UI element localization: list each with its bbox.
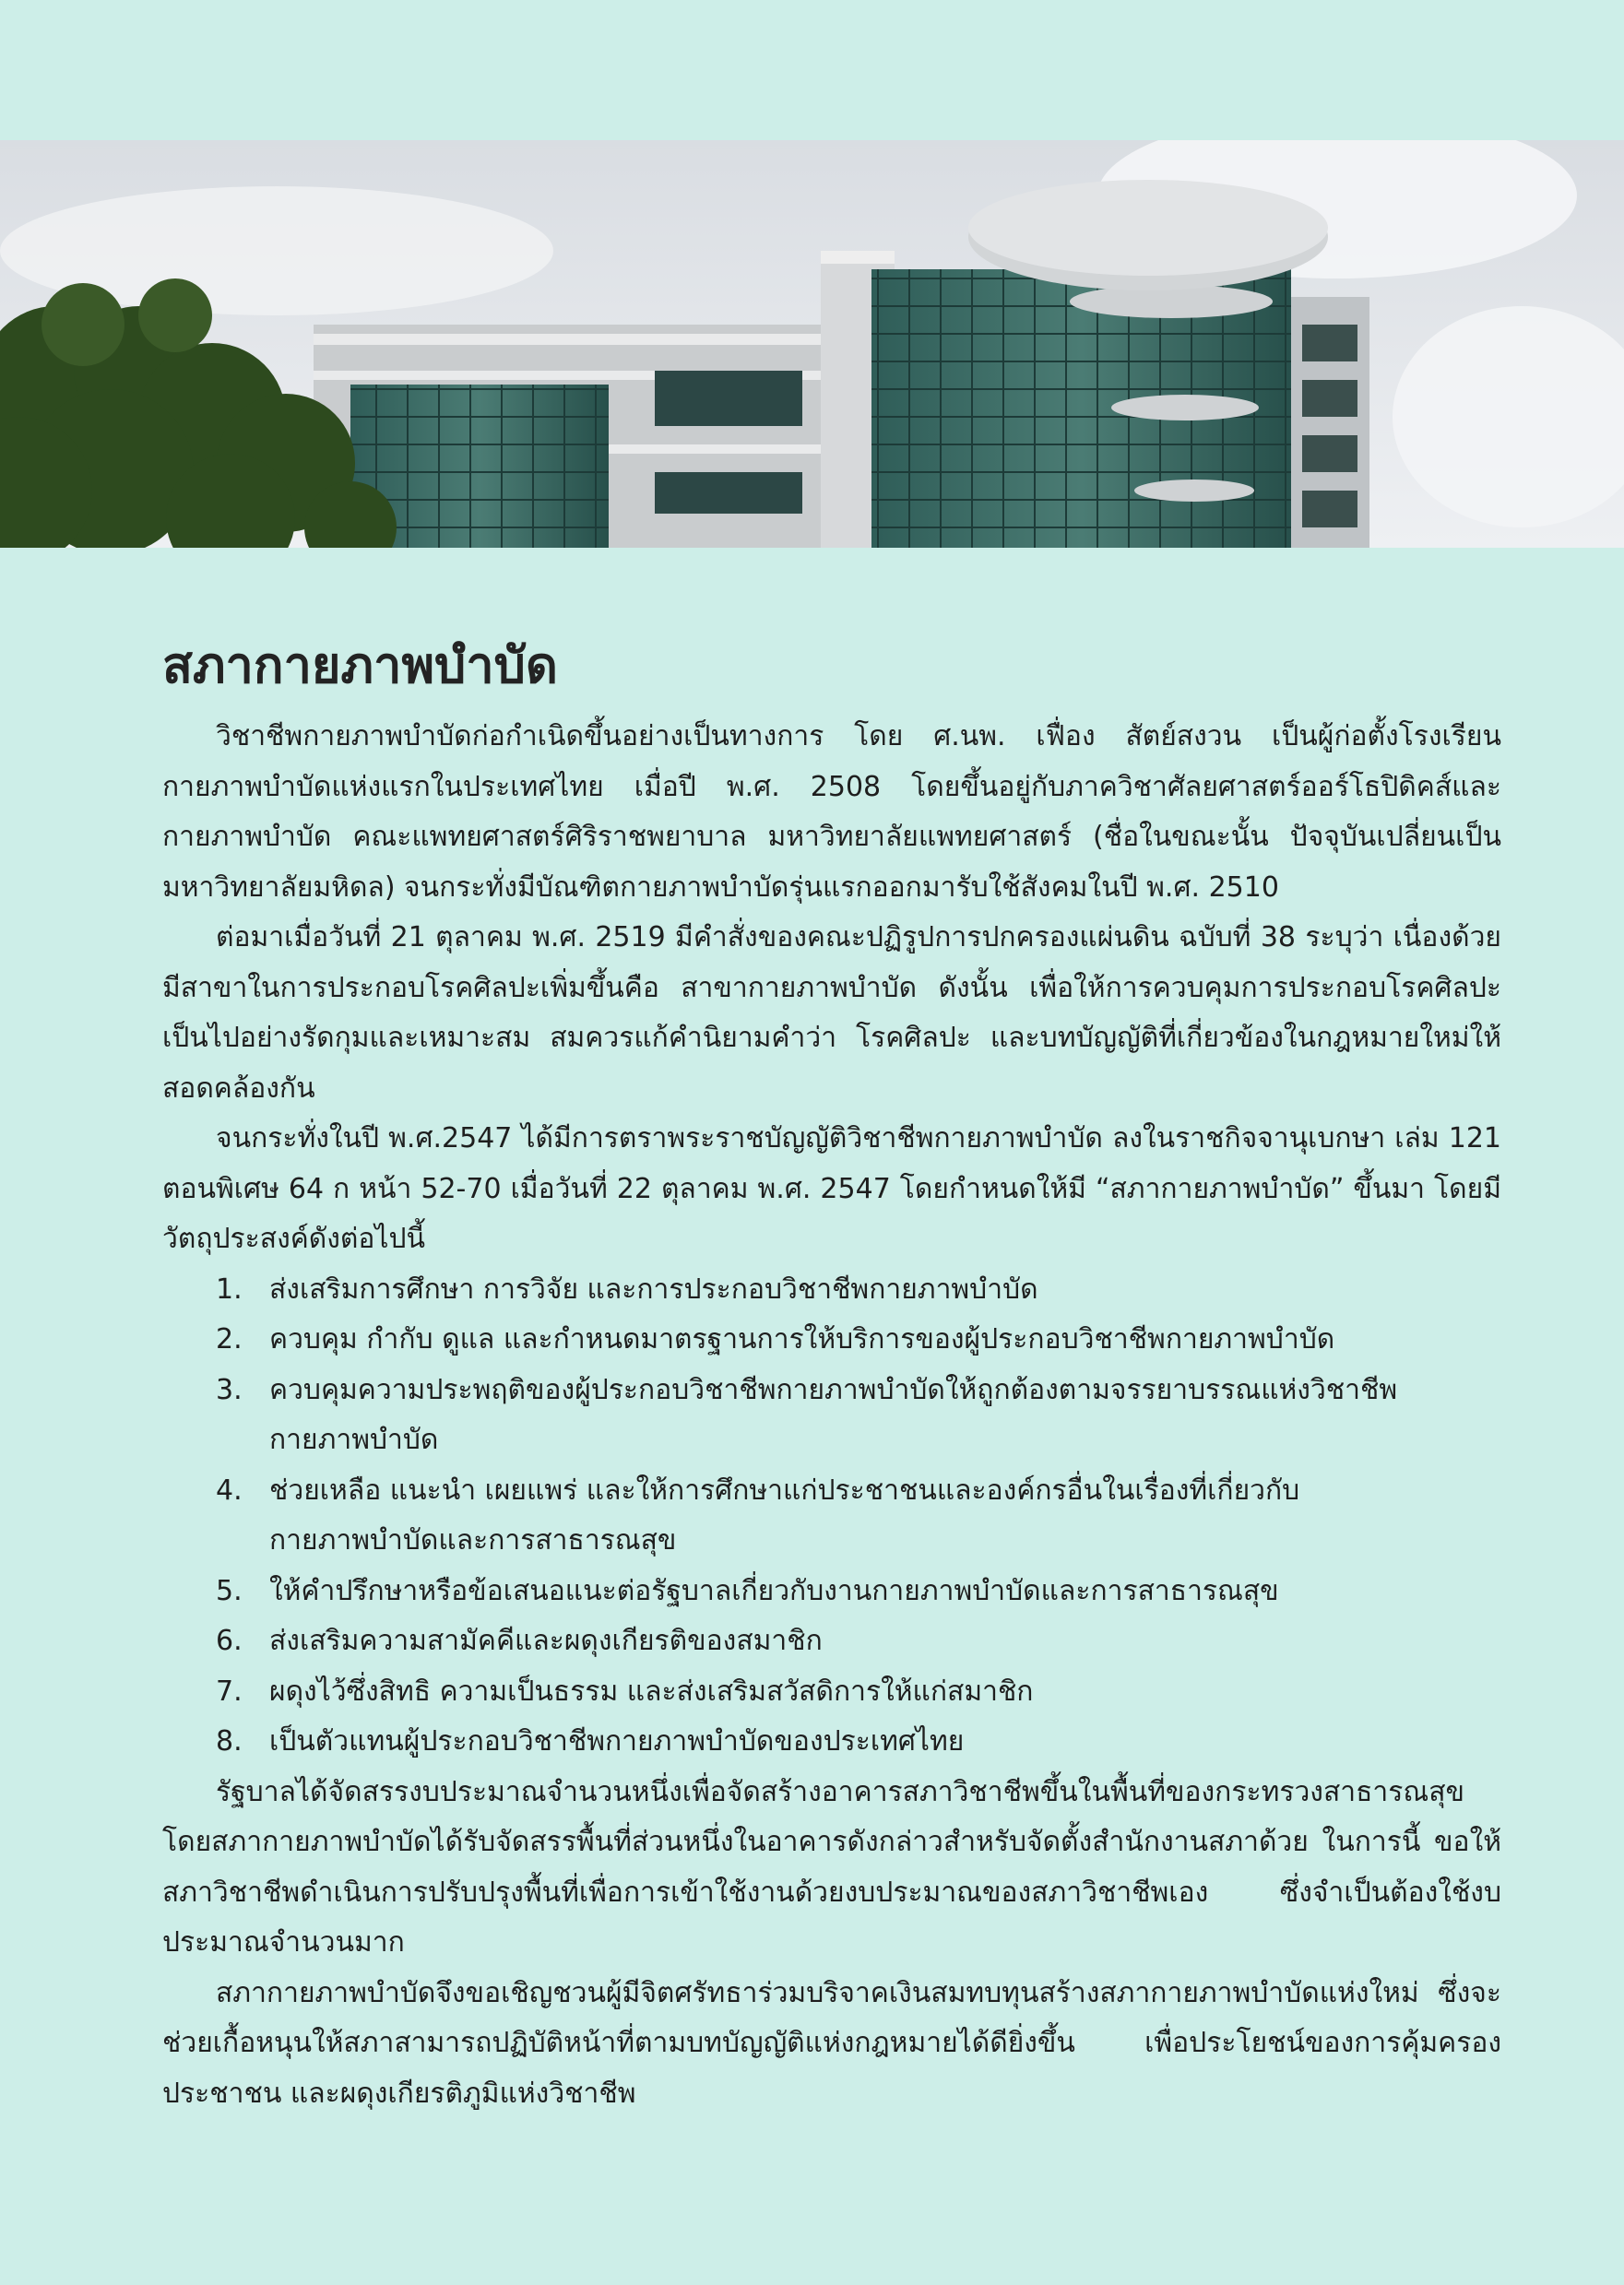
balcony: [1134, 479, 1254, 502]
list-item: [162, 1366, 1501, 1466]
paragraph-order: ต่อมาเมื่อวันที่ 21 ตุลาคม พ.ศ. 2519 มีคำสั่งของคณะปฏิรูปการปกครองแผ่นดิน ฉบับที่ 38 ระบุว่า เนื่องด้วยมีสาขาในการประกอบโรคศิลปะเพิ่มขึ้นคือ สาขากายภาพบำบัด ดังนั้น เพื่อให้การควบคุมการประกอบโรคศิลปะเป็นไปอย่างรัดกุมและเหมาะสม สมควรแก้คำนิยามคำว่า โรคศิลปะ และบทบัญญัติที่เกี่ยวข้องในกฎหมายใหม่ให้สอดคล้องกัน: [162, 921, 1501, 1105]
paragraph-act: จนกระทั่งในปี พ.ศ.2547 ได้มีการตราพระราชบัญญัติวิชาชีพกายภาพบำบัด ลงในราชกิจจานุเบกษา เล่ม 121 ตอนพิเศษ 64 ก หน้า 52-70 เมื่อวันที่ 22 ตุลาคม พ.ศ. 2547 โดยกำหนดให้มี “สภากายภาพบำบัด” ขึ้นมา โดยมีวัตถุประสงค์ดังต่อไปนี้: [162, 1122, 1501, 1255]
paragraph-history: วิชาชีพกายภาพบำบัดก่อกำเนิดขึ้นอย่างเป็นทางการ โดย ศ.นพ. เฟื่อง สัตย์สงวน เป็นผู้ก่อตั้งโรงเรียนกายภาพบำบัดแห่งแรกในประเทศไทย เมื่อปี พ.ศ. 2508 โดยขึ้นอยู่กับภาควิชาศัลยศาสตร์ออร์โธปิดิคส์และกายภาพบำบัด คณะแพทยศาสตร์ศิริราชพยาบาล มหาวิทยาลัยแพทยศาสตร์ (ชื่อในขณะนั้น ปัจจุบันเปลี่ยนเป็นมหาวิทยาลัยมหิดล) จนกระทั่งมีบัณฑิตกายภาพบำบัดรุ่นแรกออกมารับใช้สังคมในปี พ.ศ. 2510: [162, 720, 1501, 904]
list-text: เป็นตัวแทนผู้ประกอบวิชาชีพกายภาพบำบัดของประเทศไทย: [269, 1725, 965, 1758]
list-text: ควบคุมความประพฤติของผู้ประกอบวิชาชีพกายภาพบำบัดให้ถูกต้องตามจรรยาบรรณแห่งวิชาชีพกายภาพบำบัด: [269, 1373, 1398, 1456]
article: [162, 627, 1501, 2119]
list-text: ให้คำปรึกษาหรือข้อเสนอแนะต่อรัฐบาลเกี่ยวกับงานกายภาพบำบัดและการสาธารณสุข: [269, 1574, 1279, 1607]
list-item: [162, 1315, 1501, 1366]
balcony: [1111, 395, 1259, 420]
paragraph-budget: รัฐบาลได้จัดสรรงบประมาณจำนวนหนึ่งเพื่อจัดสร้างอาคารสภาวิชาชีพขึ้นในพื้นที่ของกระทรวงสาธารณสุข โดยสภากายภาพบำบัดได้รับจัดสรรพื้นที่ส่วนหนึ่งในอาคารดังกล่าวสำหรับจัดตั้งสำนักงานสภาด้วย ในการนี้ ขอให้สภาวิชาชีพดำเนินการปรับปรุงพื้นที่เพื่อการเข้าใช้งานด้วยงบประมาณของสภาวิชาชีพเอง ซึ่งจำเป็นต้องใช้งบประมาณจำนวนมาก: [162, 1775, 1501, 1959]
page-title: สภากายภาพบำบัด: [162, 636, 558, 694]
list-number: 5.: [216, 1574, 243, 1607]
list-item: [162, 1616, 1501, 1667]
list-text: ส่งเสริมการศึกษา การวิจัย และการประกอบวิชาชีพกายภาพบำบัด: [269, 1273, 1038, 1306]
list-number: 3.: [216, 1373, 243, 1406]
list-text: ควบคุม กำกับ ดูแล และกำหนดมาตรฐานการให้บริการของผู้ประกอบวิชาชีพกายภาพบำบัด: [269, 1323, 1335, 1356]
objectives-list: [162, 1265, 1501, 1768]
list-item: [162, 1667, 1501, 1718]
list-number: 4.: [216, 1474, 243, 1507]
building-illustration: [0, 140, 1624, 548]
list-number: 1.: [216, 1273, 243, 1306]
list-item: [162, 1466, 1501, 1567]
list-text: ช่วยเหลือ แนะนำ เผยแพร่ และให้การศึกษาแก่ประชาชนและองค์กรอื่นในเรื่องที่เกี่ยวกับกายภาพบำบัดและการสาธารณสุข: [269, 1474, 1300, 1557]
list-item: [162, 1567, 1501, 1617]
list-text: ส่งเสริมความสามัคคีและผดุงเกียรติของสมาชิก: [269, 1625, 823, 1657]
list-number: 7.: [216, 1675, 243, 1708]
list-item: [162, 1717, 1501, 1768]
list-number: 2.: [216, 1323, 243, 1356]
paragraph-invitation: สภากายภาพบำบัดจึงขอเชิญชวนผู้มีจิตศรัทธาร่วมบริจาคเงินสมทบทุนสร้างสภากายภาพบำบัดแห่งใหม่ ซึ่งจะช่วยเกื้อหนุนให้สภาสามารถปฏิบัติหน้าที่ตามบทบัญญัติแห่งกฎหมายได้ดียิ่งขึ้น เพื่อประโยชน์ของการคุ้มครองประชาชน และผดุงเกียรติภูมิแห่งวิชาชีพ: [162, 1976, 1501, 2110]
list-number: 8.: [216, 1725, 243, 1758]
list-text: ผดุงไว้ซึ่งสิทธิ ความเป็นธรรม และส่งเสริมสวัสดิการให้แก่สมาชิก: [269, 1675, 1034, 1708]
list-item: [162, 1265, 1501, 1316]
building-photo: [0, 140, 1624, 548]
list-number: 6.: [216, 1625, 243, 1657]
